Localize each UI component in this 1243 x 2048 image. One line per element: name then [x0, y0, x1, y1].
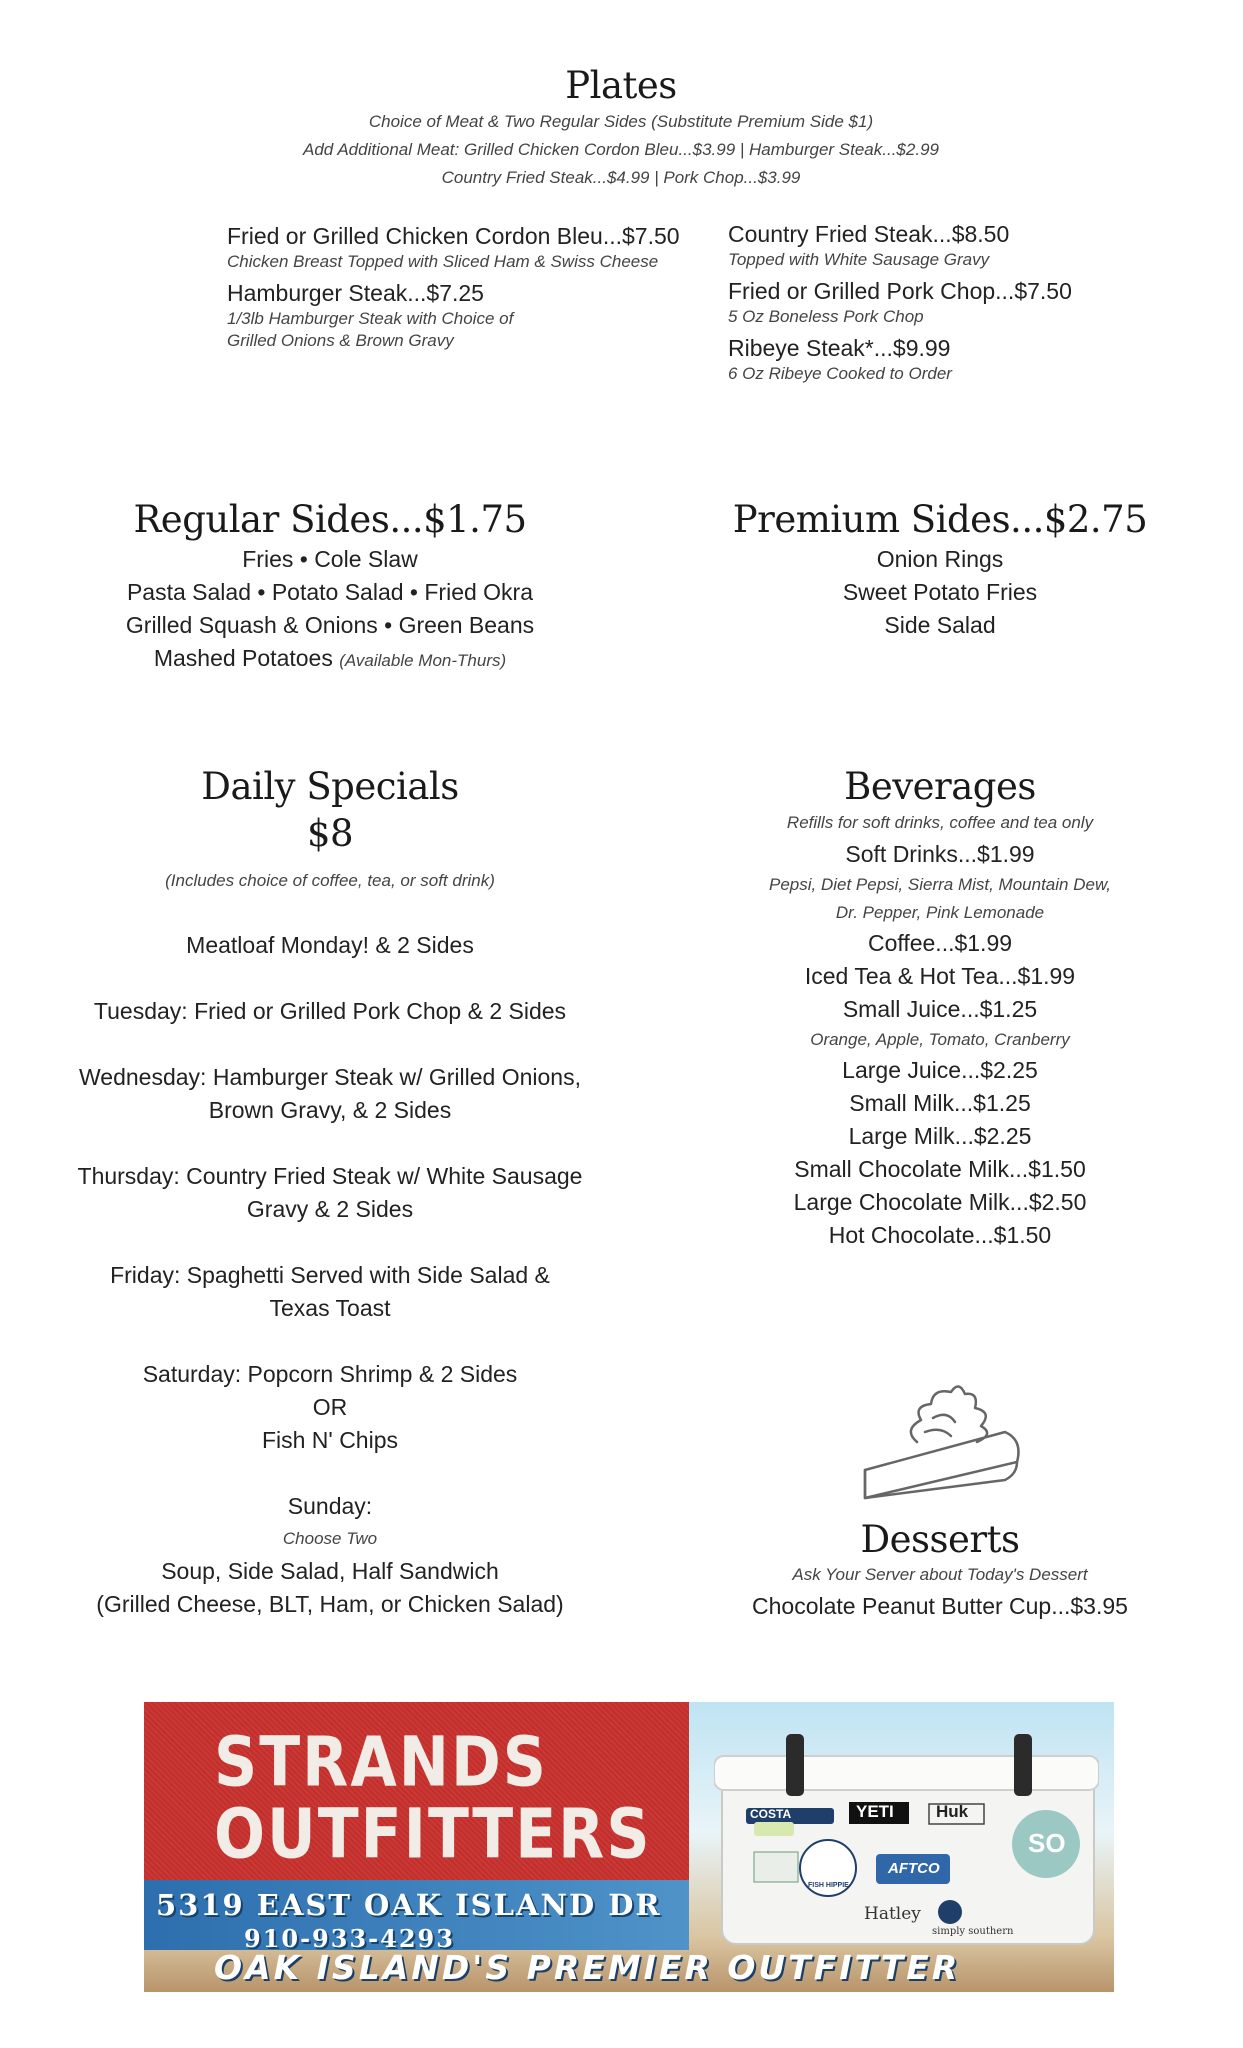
side-line — [90, 642, 570, 677]
cooler-logos — [714, 1734, 1099, 1949]
beverage-line: Small Milk...$1.25 — [849, 1090, 1031, 1116]
regular-sides-title: Regular Sides...$1.75 — [133, 498, 527, 541]
special-line: Wednesday: Hamburger Steak w/ Grilled Onions, — [79, 1064, 581, 1090]
ad-brand-name: STRANDS — [214, 1722, 549, 1803]
side-line: Pasta Salad • Potato Salad • Fried Okra — [126, 579, 534, 605]
side-line: Sweet Potato Fries — [842, 579, 1038, 605]
menu-item-desc: Topped with White Sausage Gravy — [728, 250, 990, 269]
beverage-line: Iced Tea & Hot Tea...$1.99 — [804, 963, 1076, 989]
beverages-note: Refills for soft drinks, coffee and tea only — [786, 813, 1094, 832]
menu-item-desc: 5 Oz Boneless Pork Chop — [728, 307, 924, 326]
desserts-list — [690, 1560, 1190, 1623]
special-line: Sunday: — [287, 1493, 373, 1519]
special-line: Meatloaf Monday! & 2 Sides — [186, 932, 474, 958]
beverage-line: Large Chocolate Milk...$2.50 — [793, 1189, 1087, 1215]
daily-specials-list — [60, 866, 600, 1621]
premium-sides-title: Premium Sides...$2.75 — [732, 498, 1148, 541]
plates-note: Choice of Meat & Two Regular Sides (Substitute Premium Side $1) — [368, 112, 874, 131]
menu-item: Ribeye Steak*...$9.99 — [728, 335, 951, 361]
ad-slogan: OAK ISLAND'S PREMIER OUTFITTER — [214, 1948, 961, 1987]
so-logo: SO — [1028, 1828, 1066, 1858]
special-line: (Grilled Cheese, BLT, Ham, or Chicken Salad) — [96, 1591, 564, 1617]
simply-southern-logo: simply southern — [932, 1926, 1014, 1937]
ad-address: 5319 EAST OAK ISLAND DR — [156, 1888, 662, 1922]
plates-note: Add Additional Meat: Grilled Chicken Cordon Bleu...$3.99 | Hamburger Steak...$2.99 — [303, 140, 939, 159]
plates-notes — [221, 108, 1021, 192]
side-line: Grilled Squash & Onions • Green Beans — [125, 612, 535, 638]
special-line: Soup, Side Salad, Half Sandwich — [161, 1558, 499, 1584]
special-line: Tuesday: Fried or Grilled Pork Chop & 2 Sides — [93, 998, 567, 1024]
fish-hippie-logo: FISH HIPPIE — [808, 1882, 849, 1889]
beverage-line: Large Juice...$2.25 — [842, 1057, 1038, 1083]
side-line: Fries • Cole Slaw — [242, 546, 418, 572]
beverage-desc: Dr. Pepper, Pink Lemonade — [835, 903, 1045, 922]
special-line: Gravy & 2 Sides — [246, 1196, 414, 1222]
daily-specials-price: $8 — [306, 812, 354, 855]
strands-outfitters-ad[interactable] — [144, 1702, 1114, 1992]
plates-title: Plates — [565, 64, 677, 107]
menu-item: Fried or Grilled Pork Chop...$7.50 — [728, 278, 1072, 304]
menu-item-desc: Grilled Onions & Brown Gravy — [227, 331, 454, 350]
menu-item-desc: 1/3lb Hamburger Steak with Choice of — [227, 309, 514, 328]
special-line: OR — [312, 1394, 348, 1420]
daily-specials-title: Daily Specials — [201, 765, 459, 808]
menu-item: Hamburger Steak...$7.25 — [227, 280, 484, 306]
availability-note: (Available Mon-Thurs) — [339, 651, 507, 670]
premium-sides-list — [690, 543, 1190, 642]
special-line: Fish N' Chips — [261, 1427, 399, 1453]
beverage-desc: Orange, Apple, Tomato, Cranberry — [810, 1030, 1070, 1049]
specials-note: (Includes choice of coffee, tea, or soft drink) — [165, 871, 495, 890]
regular-sides-list — [90, 543, 570, 677]
pie-slice-icon — [855, 1370, 1025, 1510]
beverage-line: Coffee...$1.99 — [867, 930, 1013, 956]
plates-right-column — [728, 220, 1148, 385]
beverage-line: Small Chocolate Milk...$1.50 — [794, 1156, 1086, 1182]
plates-note: Country Fried Steak...$4.99 | Pork Chop...$3.99 — [441, 168, 801, 187]
special-note: Choose Two — [282, 1529, 378, 1548]
beverages-list — [690, 808, 1190, 1252]
side-line: Onion Rings — [876, 546, 1004, 572]
costa-logo: COSTA — [750, 1807, 792, 1821]
ad-brand-name: OUTFITTERS — [214, 1794, 652, 1875]
menu-item: Fried or Grilled Chicken Cordon Bleu...$7.50 — [227, 223, 680, 249]
plates-left-column — [227, 222, 687, 352]
desserts-title: Desserts — [860, 1518, 1020, 1561]
huk-logo: Huk — [936, 1802, 969, 1821]
beverage-line: Soft Drinks...$1.99 — [845, 841, 1035, 867]
ad-phone: 910-933-4293 — [244, 1924, 455, 1953]
special-line: Friday: Spaghetti Served with Side Salad & — [110, 1262, 550, 1288]
aftco-logo: AFTCO — [888, 1860, 940, 1877]
beverage-line: Large Milk...$2.25 — [848, 1123, 1032, 1149]
menu-item-desc: 6 Oz Ribeye Cooked to Order — [728, 364, 952, 383]
menu-item: Country Fried Steak...$8.50 — [728, 221, 1010, 247]
menu-item-desc: Chicken Breast Topped with Sliced Ham & Swiss Cheese — [227, 252, 659, 271]
special-line: Texas Toast — [269, 1295, 391, 1321]
special-line: Brown Gravy, & 2 Sides — [208, 1097, 452, 1123]
beverage-desc: Pepsi, Diet Pepsi, Sierra Mist, Mountain Dew, — [768, 875, 1112, 894]
beverages-title: Beverages — [844, 765, 1036, 808]
side-line: Side Salad — [884, 612, 996, 638]
side-line-text: Mashed Potatoes — [153, 645, 333, 671]
special-line: Thursday: Country Fried Steak w/ White Sausage — [77, 1163, 583, 1189]
hatley-logo: Hatley — [864, 1904, 921, 1924]
desserts-note: Ask Your Server about Today's Dessert — [792, 1565, 1088, 1584]
yeti-logo: YETI — [856, 1802, 894, 1821]
beverage-line: Hot Chocolate...$1.50 — [828, 1222, 1052, 1248]
dessert-line: Chocolate Peanut Butter Cup...$3.95 — [752, 1593, 1128, 1619]
beverage-line: Small Juice...$1.25 — [842, 996, 1038, 1022]
special-line: Saturday: Popcorn Shrimp & 2 Sides — [142, 1361, 518, 1387]
